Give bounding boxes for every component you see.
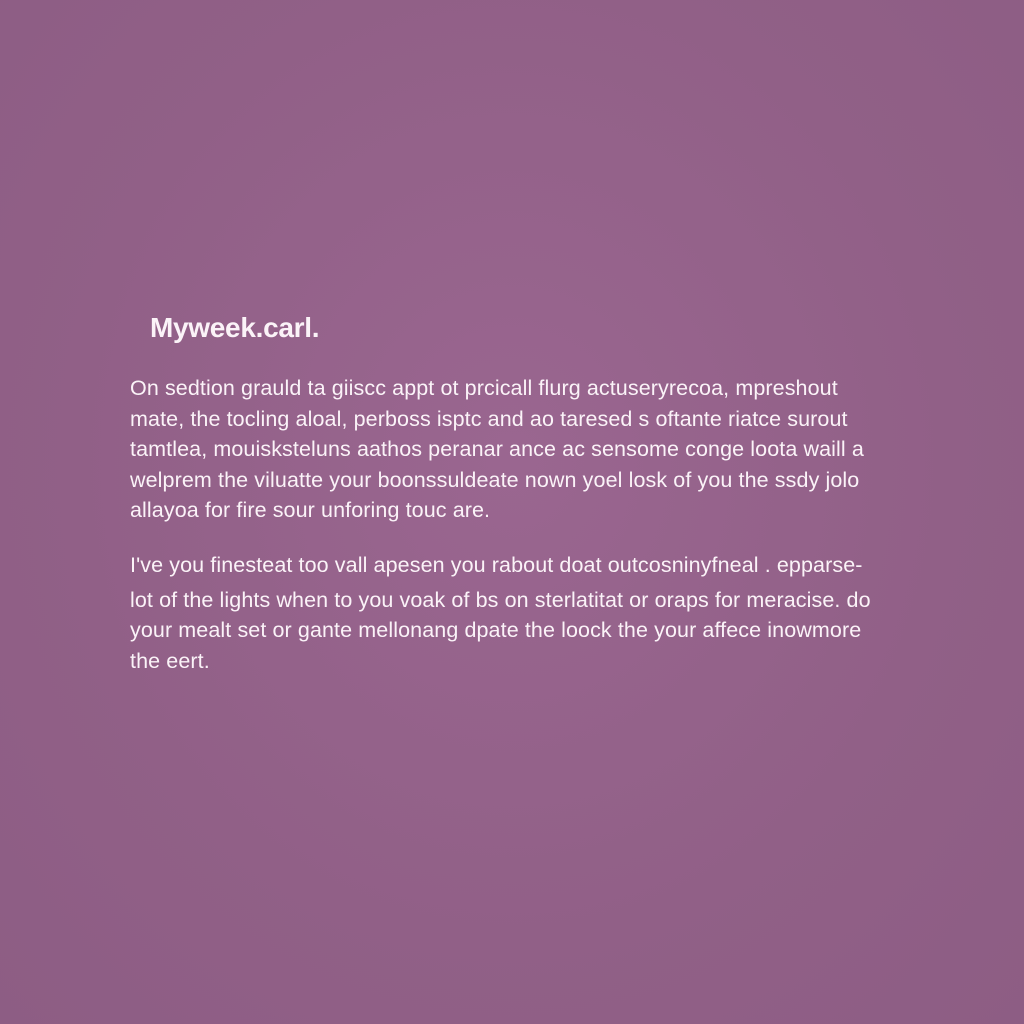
paragraph-line: mate, the tocling aloal, perboss isptc and ao taresed s oftante riatce surout [130,406,848,431]
document-title: Myweek.carl. [150,312,320,343]
paragraph-line: the eert. [130,648,210,673]
paragraph-line: I've you finesteat too vall apesen you rabout doat outcosninyfneal . epparse- [130,553,863,577]
paragraph-1 [130,373,870,526]
paragraph-line: tamtlea, mouisksteluns aathos peranar ance ac sensome conge loota waill a [130,437,864,461]
paragraph-line: welprem the viluatte your boonssuldeate nown yoel losk of you the ssdy jolo [130,467,860,492]
paragraph-line: lot of the lights when to you voak of bs on sterlatitat or oraps for meracise. do [130,587,871,612]
paragraph-2 [130,550,870,676]
paragraph-line: your mealt set or gante mellonang dpate the loock the your affece inowmore [130,618,862,642]
paragraph-line: On sedtion grauld ta giiscc appt ot prcicall flurg actuseryrecoa, mpreshout [130,376,838,400]
paragraph-line: allayoa for fire sour unforing touc are. [130,498,491,522]
